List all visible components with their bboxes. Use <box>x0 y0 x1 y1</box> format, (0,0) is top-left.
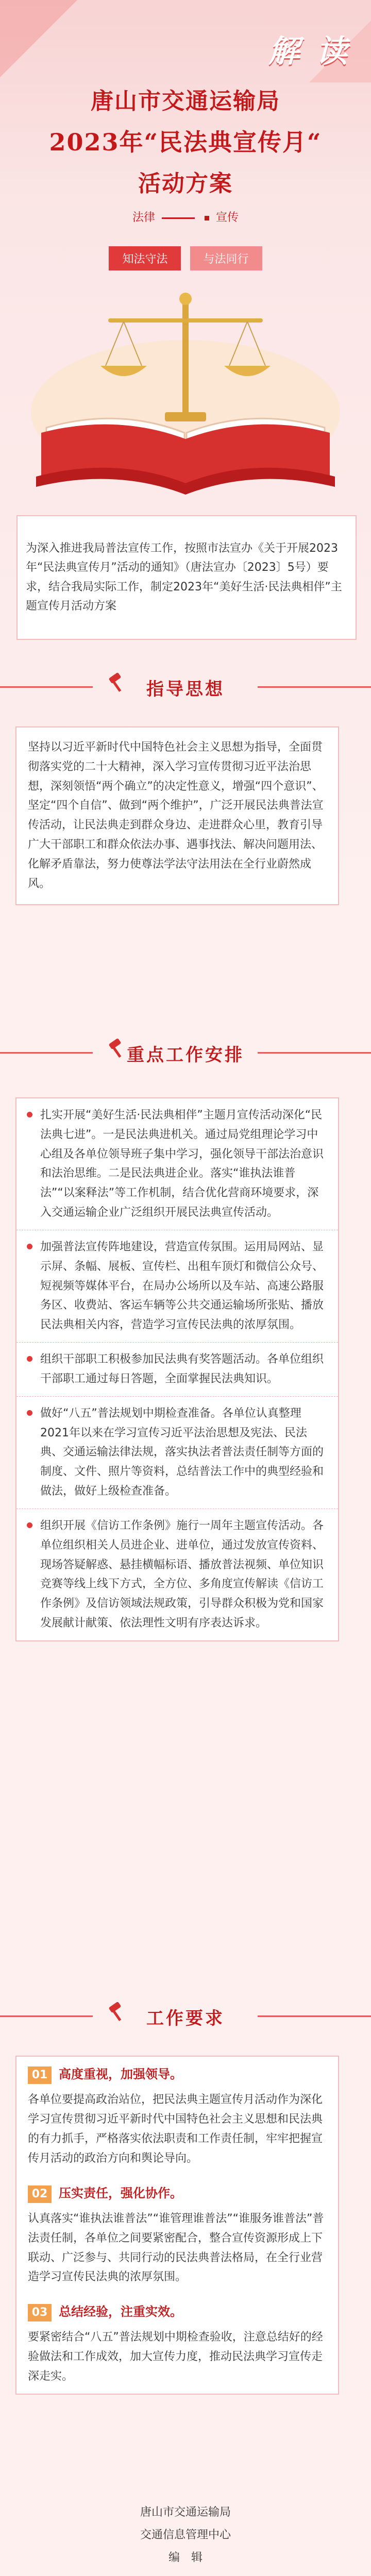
subtitle-left: 法律 <box>132 211 155 224</box>
guiding-panel <box>15 726 339 905</box>
heading-line-right <box>258 2015 371 2017</box>
bullet-dot <box>27 1522 32 1528</box>
requirement-title <box>28 2301 327 2323</box>
requirement-item <box>16 2294 338 2394</box>
subtitle-right: 宣传 <box>216 211 239 224</box>
number-badge: 01 <box>28 2066 52 2084</box>
subtitle-row <box>0 209 371 225</box>
list-item <box>16 1343 338 1397</box>
list-item-text: 组织开展《信访工作条例》施行一周年主题宣传活动。各单位组织相关人员进企业、进单位，通过发放宣传资料、现场答疑解惑、悬挂横幅标语、播放普法视频、单位知识竞赛等线上线下方式，全方位、多角度宣传解读《信访工作条例》及信访领域法规政策，引导群众积极为党和国家发展献计献策、依法理性文明有序表达诉求。 <box>40 1519 324 1630</box>
requirement-text: 认真落实“谁执法谁普法”“谁管理谁普法”“谁服务谁普法”普法责任制，各单位之间要紧密配合，整合宣传资源形成上下联动、广泛参与、共同行动的民法典普法格局，在全行业营造学习宣传民法典的浓厚氛围。 <box>28 2212 324 2284</box>
intro-text: 为深入推进我局普法宣传工作，按照市法宣办《关于开展2023年“民法典宣传月”活动的通知》（唐法宣办〔2023〕5号）要求，结合我局实际工作，制定2023年“美好生活·民法典相伴”主题宣传月活动方案 <box>26 542 342 613</box>
section-title: 工作要求 <box>146 2008 225 2029</box>
header-banner <box>0 0 371 546</box>
gavel-icon <box>205 216 209 221</box>
requirement-title <box>28 2064 327 2085</box>
guiding-text: 坚持以习近平新时代中国特色社会主义思想为指导，全面贯彻落实党的二十大精神，深入学习宣传贯彻习近平法治思想，深刻领悟“两个确立”的决定性意义，增强“四个意识”、坚定“四个自信”、做到“两个维护”，广泛开展民法典普法宣传活动，让民法典走到群众身边、走进群众心里，教育引导广大干部职工和群众依法办事、遇事找法、解决问题用法、化解矛盾靠法，努力使尊法学法守法用法在全行业蔚然成风。 <box>28 741 324 890</box>
tag-row <box>0 246 371 270</box>
list-item <box>16 1230 338 1343</box>
list-item <box>16 1098 338 1230</box>
title-line-3: 活动方案 <box>138 171 233 197</box>
list-item-text: 加强普法宣传阵地建设，营造宣传氛围。运用局网站、显示屏、条幅、展板、宣传栏、出租车顶灯和微信公众号、短视频等媒体平台，在局办公场所以及车站、高速公路服务区、收费站、客运车辆等公共交通运输场所张贴、播放民法典相关内容，营造学习宣传民法典的浓厚氛围。 <box>40 1240 324 1332</box>
work-panel <box>15 1097 339 1641</box>
bullet-dot <box>27 1356 32 1362</box>
bullet-dot <box>27 1410 32 1416</box>
requirement-title-text: 高度重视，加强领导。 <box>59 2067 182 2081</box>
number-badge: 03 <box>28 2304 52 2321</box>
section-title: 指导思想 <box>146 679 225 700</box>
list-item-text: 扎实开展“美好生活·民法典相伴”主题月宣传活动深化“民法典七进”。一是民法典进机关。通过局党组理论学习中心组及各单位领导班子集中学习，强化领导干部法治意识和法治思维。二是民法典进企业。落实“谁执法谁普法”“以案释法”等工作机制，结合优化营商环境要求，深入交通运输企业广泛组织开展民法典宣传活动。 <box>40 1109 324 1219</box>
bullet-dot <box>27 1244 32 1249</box>
title-line-2: 2023年“民法典宣传月“ <box>49 128 322 156</box>
intro-box <box>16 515 357 640</box>
list-item-text: 组织干部职工积极参加民法典有奖答题活动。各单位组织干部职工通过每日答题，全面掌握民法典知识。 <box>40 1353 324 1385</box>
divider-bar <box>162 217 195 219</box>
list-item <box>16 1509 338 1640</box>
heading-line-left <box>0 2015 93 2017</box>
book-scales-illustration <box>0 278 371 515</box>
requirement-text: 要紧密结合“八五”普法规划中期检查验收，注意总结好的经验做法和工作成效，加大宣传力度，推动民法典学习宣传走深走实。 <box>28 2331 323 2383</box>
tag-left: 知法守法 <box>109 246 181 270</box>
decor-triangle-left <box>0 0 77 77</box>
section-title: 重点工作安排 <box>127 1045 244 1065</box>
footer-org: 唐山市交通运输局 <box>140 2506 231 2519</box>
requirement-item <box>16 2176 338 2295</box>
number-badge: 02 <box>28 2185 52 2203</box>
footer-center: 交通信息管理中心 <box>140 2529 231 2541</box>
title-line-1: 唐山市交通运输局 <box>91 88 280 114</box>
heading-line-left <box>0 686 93 688</box>
requirement-title <box>28 2183 327 2204</box>
interpretation-badge: 解 读 <box>268 33 350 70</box>
footer <box>0 2501 371 2569</box>
heading-line-right <box>258 686 371 688</box>
section-heading-guiding <box>0 665 371 711</box>
requirements-panel <box>15 2056 339 2395</box>
section-heading-work <box>0 1030 371 1077</box>
list-item-text: 做好“八五”普法规划中期检查准备。各单位认真整理2021年以来在学习宣传习近平法治思想及宪法、民法典、交通运输法律法规，落实执法者普法责任制等方面的制度、文件、照片等资料，总结普法工作中的典型经验和做法，做好上级检查准备。 <box>40 1406 324 1498</box>
list-item <box>16 1397 338 1509</box>
section-heading-requirements <box>0 1994 371 2040</box>
heading-line-left <box>0 1052 93 1054</box>
bullet-dot <box>27 1112 32 1117</box>
footer-editor: 编 辑 <box>168 2551 203 2564</box>
tag-right: 与法同行 <box>190 246 262 270</box>
requirement-title-text: 压实责任，强化协作。 <box>59 2185 182 2200</box>
requirement-item <box>16 2057 338 2176</box>
requirement-text: 各单位要提高政治站位，把民法典主题宣传月活动作为深化学习宣传贯彻习近平新时代中国特色社会主义思想和民法典的有力抓手，严格落实依法职责和工作责任制，牢牢把握宣传月活动的政治方向和舆论导向。 <box>28 2093 323 2165</box>
heading-line-right <box>258 1052 371 1054</box>
requirement-title-text: 总结经验，注重实效。 <box>59 2304 182 2319</box>
